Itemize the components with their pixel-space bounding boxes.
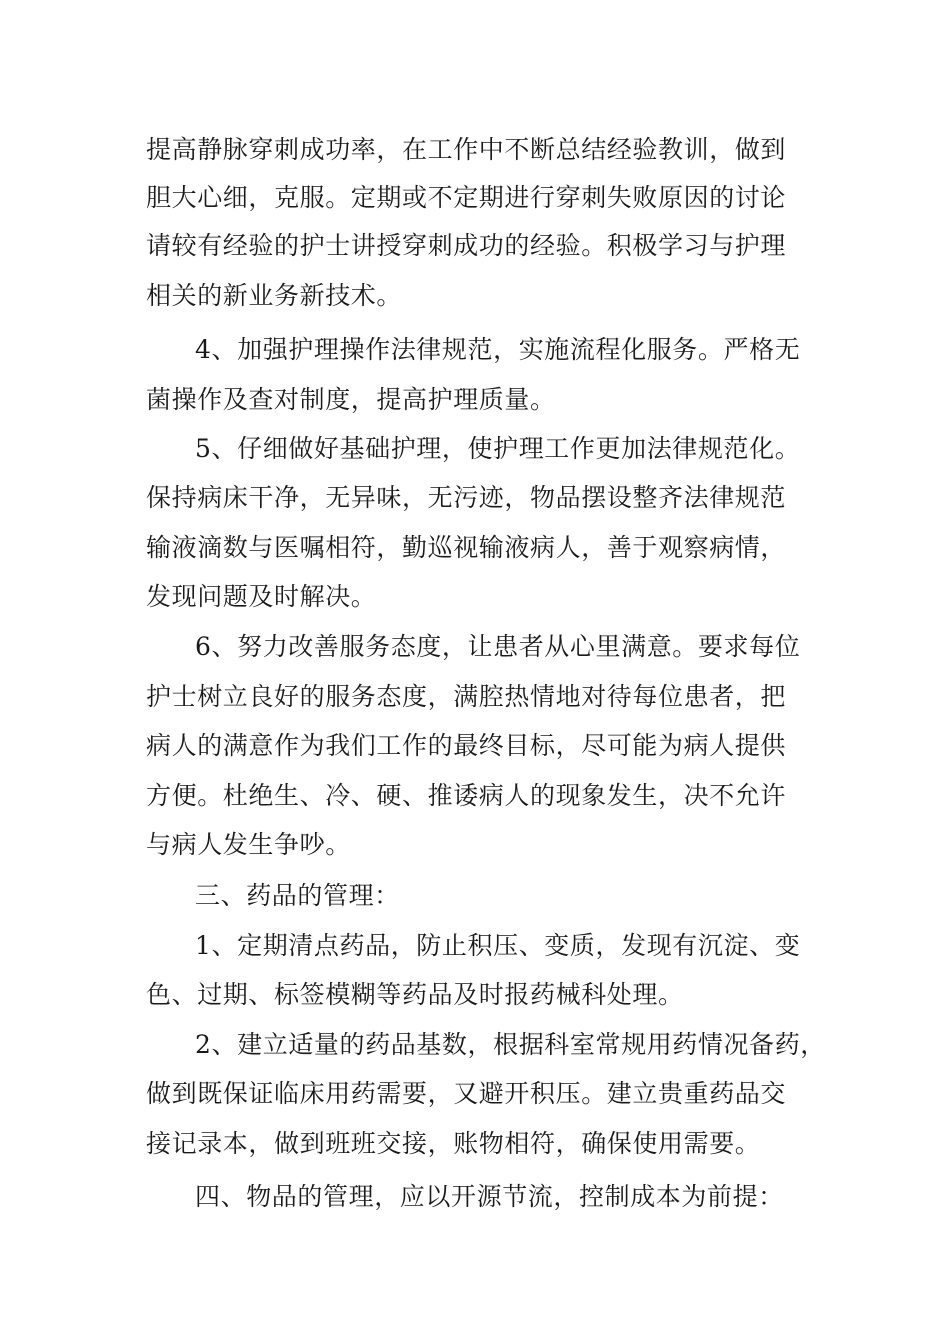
text-line: 输液滴数与医嘱相符，勤巡视输液病人，善于观察病情， xyxy=(146,533,787,562)
section-heading: 四、物品的管理，应以开源节流，控制成本为前提： xyxy=(195,1182,784,1211)
text-line: 相关的新业务新技术。 xyxy=(146,281,403,310)
text-line: 色、过期、标签模糊等药品及时报药械科处理。 xyxy=(146,980,684,1009)
text-line: 方便。杜绝生、冷、硬、推诿病人的现象发生，决不允许 xyxy=(146,781,787,810)
text-line: 1、定期清点药品，防止积压、变质，发现有沉淀、变 xyxy=(195,931,801,960)
text-line: 与病人发生争吵。 xyxy=(146,830,351,859)
text-line: 病人的满意作为我们工作的最终目标，尽可能为病人提供 xyxy=(146,731,787,760)
section-heading: 三、药品的管理： xyxy=(195,881,400,910)
text-line: 5、仔细做好基础护理，使护理工作更加法律规范化。 xyxy=(195,434,801,463)
text-line: 4、加强护理操作法律规范，实施流程化服务。严格无 xyxy=(195,335,801,364)
text-line: 发现问题及时解决。 xyxy=(146,582,377,611)
text-line: 护士树立良好的服务态度，满腔热情地对待每位患者，把 xyxy=(146,682,787,711)
text-line: 做到既保证临床用药需要，又避开积压。建立贵重药品交 xyxy=(146,1079,787,1108)
text-line: 6、努力改善服务态度，让患者从心里满意。要求每位 xyxy=(195,632,801,661)
text-line: 请较有经验的护士讲授穿刺成功的经验。积极学习与护理 xyxy=(146,231,787,260)
text-line: 接记录本，做到班班交接，账物相符，确保使用需要。 xyxy=(146,1129,761,1158)
text-line: 2、建立适量的药品基数，根据科室常规用药情况备药， xyxy=(195,1030,826,1059)
text-line: 提高静脉穿刺成功率，在工作中不断总结经验教训，做到 xyxy=(146,135,787,164)
text-line: 保持病床干净，无异味，无污迹，物品摆设整齐法律规范 xyxy=(146,483,787,512)
text-line: 菌操作及查对制度，提高护理质量。 xyxy=(146,385,556,414)
text-line: 胆大心细，克服。定期或不定期进行穿刺失败原因的讨论 xyxy=(146,183,787,212)
